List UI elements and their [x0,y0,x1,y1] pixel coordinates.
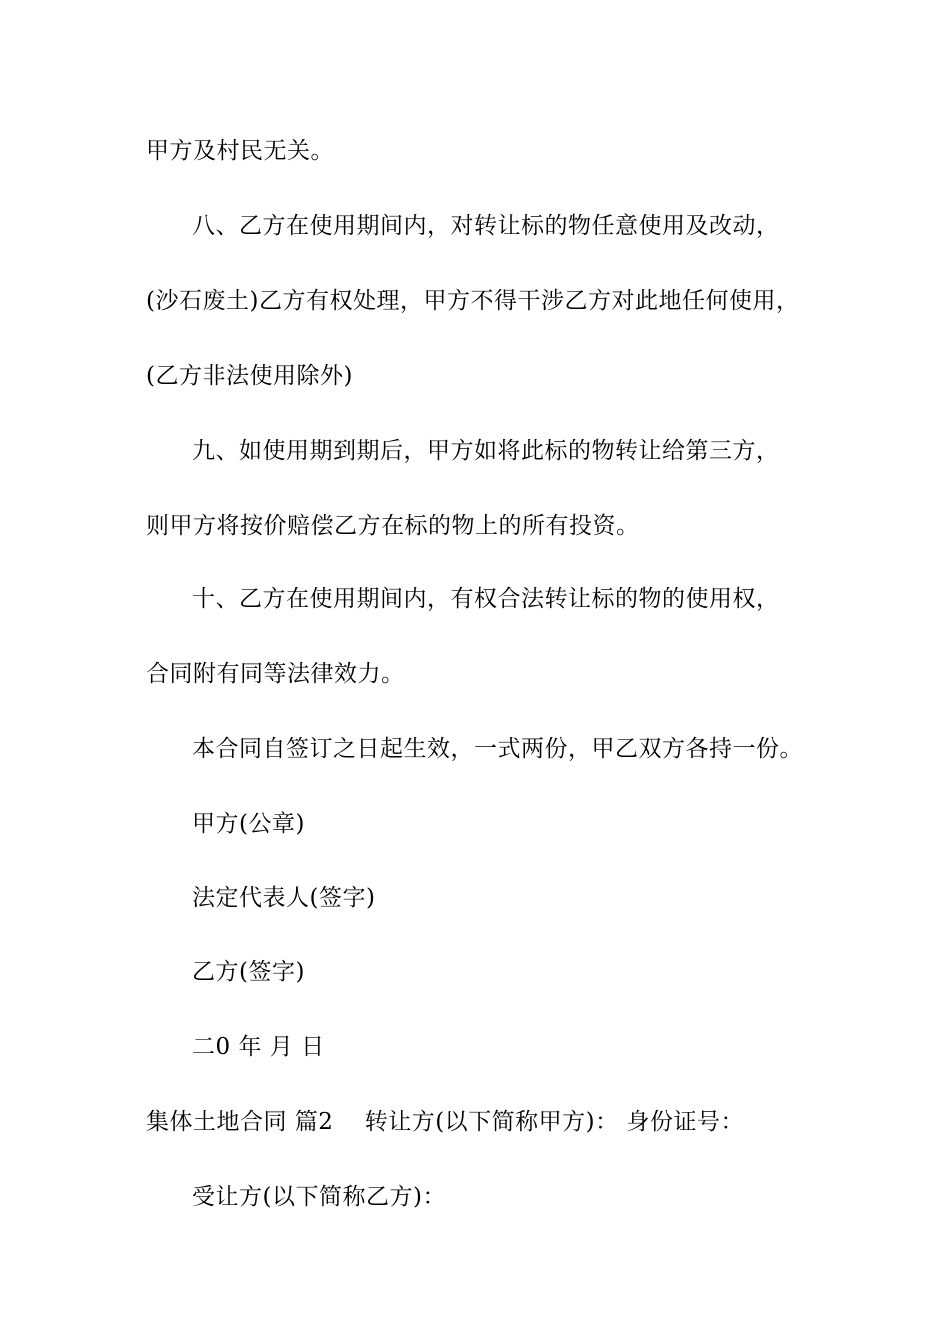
clause-10-line-1: 十、乙方在使用期间内，有权合法转让标的物的使用权， [192,586,780,612]
party-b-signature: 乙方(签字) [192,959,305,985]
section-heading-contract-2: 集体土地合同 篇2 转让方(以下简称甲方)： 身份证号： [146,1109,744,1135]
date-line: 二0 年 月 日 [192,1034,325,1060]
legal-representative-signature: 法定代表人(签字) [192,885,376,911]
clause-8-line-3: (乙方非法使用除外) [146,363,353,389]
clause-10-line-2: 合同附有同等法律效力。 [146,661,405,687]
clause-9-line-1: 九、如使用期到期后，甲方如将此标的物转让给第三方， [192,438,780,464]
clause-9-line-2: 则甲方将按价赔偿乙方在标的物上的所有投资。 [146,513,640,539]
effective-clause: 本合同自签订之日起生效，一式两份，甲乙双方各持一份。 [192,736,803,762]
clause-8-line-2: (沙石废土)乙方有权处理，甲方不得干涉乙方对此地任何使用， [146,288,800,314]
transferee-line: 受让方(以下简称乙方)： [192,1184,446,1210]
party-a-seal: 甲方(公章) [192,811,305,837]
clause-8-line-1: 八、乙方在使用期间内，对转让标的物任意使用及改动， [192,213,780,239]
text-line-1: 甲方及村民无关。 [146,138,334,164]
